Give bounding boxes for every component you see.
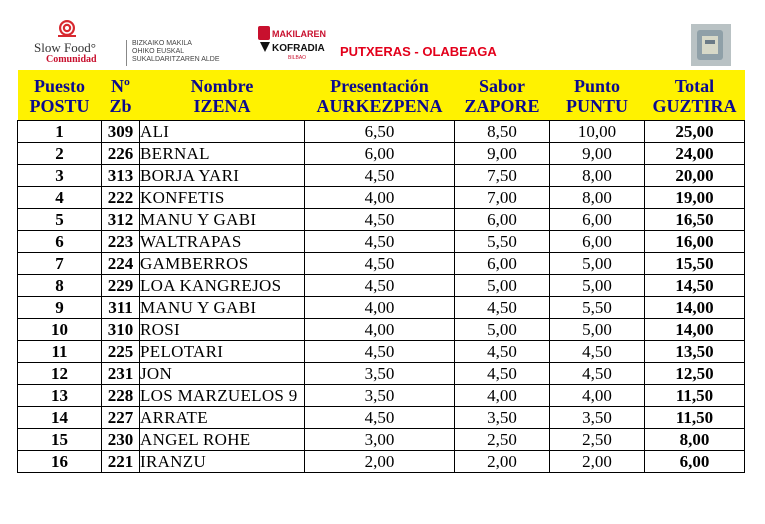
cell-total: 11,50	[645, 407, 745, 429]
cell-name: PELOTARI	[140, 341, 305, 363]
slow-food-subtitle: Comunidad	[46, 54, 97, 65]
results-table	[17, 70, 745, 473]
cell-position: 8	[18, 275, 102, 297]
cell-doneness: 6,00	[550, 209, 645, 231]
cell-position: 2	[18, 143, 102, 165]
cell-number: 312	[102, 209, 140, 231]
cell-doneness: 4,50	[550, 341, 645, 363]
cell-name: BORJA YARI	[140, 165, 305, 187]
snail-icon	[56, 18, 78, 38]
cell-doneness: 5,00	[550, 275, 645, 297]
cell-total: 15,50	[645, 253, 745, 275]
slow-food-logo	[28, 18, 220, 66]
cell-flavor: 8,50	[455, 121, 550, 143]
cell-number: 223	[102, 231, 140, 253]
table-body	[18, 121, 745, 473]
cell-position: 6	[18, 231, 102, 253]
header-numero: Nº Zb	[102, 70, 140, 121]
cell-position: 4	[18, 187, 102, 209]
cell-number: 222	[102, 187, 140, 209]
cell-total: 14,00	[645, 297, 745, 319]
cell-doneness: 4,50	[550, 363, 645, 385]
table-row	[18, 363, 745, 385]
makilaren-kofradia-logo	[258, 26, 332, 62]
cell-doneness: 8,00	[550, 165, 645, 187]
cell-name: LOA KANGREJOS	[140, 275, 305, 297]
cell-flavor: 5,00	[455, 275, 550, 297]
cell-number: 227	[102, 407, 140, 429]
cell-name: MANU Y GABI	[140, 297, 305, 319]
cell-presentation: 6,00	[305, 143, 455, 165]
logo-text-3: BILBAO	[288, 55, 307, 61]
cell-total: 16,00	[645, 231, 745, 253]
table-row	[18, 253, 745, 275]
cell-total: 6,00	[645, 451, 745, 473]
cell-number: 225	[102, 341, 140, 363]
header-punto: Punto PUNTU	[550, 70, 645, 121]
cell-total: 14,00	[645, 319, 745, 341]
cell-total: 16,50	[645, 209, 745, 231]
logo-text-1: MAKILAREN	[272, 29, 326, 39]
cell-flavor: 4,50	[455, 341, 550, 363]
cell-name: GAMBERROS	[140, 253, 305, 275]
cell-flavor: 2,00	[455, 451, 550, 473]
header-puesto: Puesto POSTU	[18, 70, 102, 121]
cell-position: 7	[18, 253, 102, 275]
cell-doneness: 3,50	[550, 407, 645, 429]
cell-name: LOS MARZUELOS 9	[140, 385, 305, 407]
cell-flavor: 4,50	[455, 297, 550, 319]
logo-divider	[126, 40, 127, 66]
cell-position: 9	[18, 297, 102, 319]
table-row	[18, 275, 745, 297]
cell-number: 309	[102, 121, 140, 143]
cell-presentation: 4,50	[305, 165, 455, 187]
cell-doneness: 2,00	[550, 451, 645, 473]
header-nombre: Nombre IZENA	[140, 70, 305, 121]
table-row	[18, 385, 745, 407]
cell-number: 231	[102, 363, 140, 385]
cell-number: 313	[102, 165, 140, 187]
cell-position: 3	[18, 165, 102, 187]
cell-number: 221	[102, 451, 140, 473]
cell-name: MANU Y GABI	[140, 209, 305, 231]
cell-name: BERNAL	[140, 143, 305, 165]
table-header-row	[18, 70, 745, 121]
header-presentacion: Presentación AURKEZPENA	[305, 70, 455, 121]
header-total: Total GUZTIRA	[645, 70, 745, 121]
cell-total: 25,00	[645, 121, 745, 143]
cell-presentation: 4,50	[305, 231, 455, 253]
logo-text-2: KOFRADIA	[272, 43, 325, 54]
cell-presentation: 4,00	[305, 187, 455, 209]
table-row	[18, 319, 745, 341]
cell-name: WALTRAPAS	[140, 231, 305, 253]
cell-flavor: 6,00	[455, 209, 550, 231]
cell-flavor: 5,50	[455, 231, 550, 253]
cell-total: 13,50	[645, 341, 745, 363]
table-row	[18, 429, 745, 451]
cell-position: 15	[18, 429, 102, 451]
org-line-1: BIZKAIKO MAKILA	[132, 40, 192, 47]
table-row	[18, 143, 745, 165]
cell-presentation: 4,50	[305, 209, 455, 231]
cell-name: ROSI	[140, 319, 305, 341]
cell-name: ANGEL ROHE	[140, 429, 305, 451]
cell-presentation: 4,50	[305, 341, 455, 363]
table-row	[18, 165, 745, 187]
table-row	[18, 407, 745, 429]
cell-total: 20,00	[645, 165, 745, 187]
cell-presentation: 2,00	[305, 451, 455, 473]
cell-doneness: 4,00	[550, 385, 645, 407]
cell-position: 14	[18, 407, 102, 429]
cell-presentation: 4,00	[305, 297, 455, 319]
cell-position: 5	[18, 209, 102, 231]
cell-name: ARRATE	[140, 407, 305, 429]
cell-presentation: 4,50	[305, 407, 455, 429]
cell-presentation: 4,50	[305, 275, 455, 297]
cell-presentation: 4,50	[305, 253, 455, 275]
table-row	[18, 297, 745, 319]
cell-presentation: 3,50	[305, 385, 455, 407]
cell-position: 16	[18, 451, 102, 473]
cell-flavor: 6,00	[455, 253, 550, 275]
cell-doneness: 10,00	[550, 121, 645, 143]
cell-position: 12	[18, 363, 102, 385]
cell-flavor: 4,00	[455, 385, 550, 407]
cell-number: 229	[102, 275, 140, 297]
cell-presentation: 3,00	[305, 429, 455, 451]
org-line-3: SUKALDARITZAREN ALDE	[132, 56, 220, 63]
cell-flavor: 7,50	[455, 165, 550, 187]
cell-total: 19,00	[645, 187, 745, 209]
cell-doneness: 2,50	[550, 429, 645, 451]
table-row	[18, 187, 745, 209]
cell-number: 226	[102, 143, 140, 165]
cell-name: ALI	[140, 121, 305, 143]
event-title: PUTXERAS - OLABEAGA	[340, 44, 497, 59]
cell-doneness: 5,00	[550, 319, 645, 341]
table-row	[18, 451, 745, 473]
organization-text	[132, 40, 220, 64]
cell-name: KONFETIS	[140, 187, 305, 209]
cell-flavor: 3,50	[455, 407, 550, 429]
cell-position: 10	[18, 319, 102, 341]
cell-position: 1	[18, 121, 102, 143]
cell-flavor: 9,00	[455, 143, 550, 165]
table-row	[18, 209, 745, 231]
table-row	[18, 341, 745, 363]
cell-total: 24,00	[645, 143, 745, 165]
cell-doneness: 9,00	[550, 143, 645, 165]
cell-name: IRANZU	[140, 451, 305, 473]
cell-presentation: 6,50	[305, 121, 455, 143]
table-row	[18, 231, 745, 253]
cell-number: 311	[102, 297, 140, 319]
slow-food-name: Slow Food°	[34, 40, 96, 55]
cell-number: 224	[102, 253, 140, 275]
cell-flavor: 4,50	[455, 363, 550, 385]
cell-flavor: 2,50	[455, 429, 550, 451]
cell-flavor: 5,00	[455, 319, 550, 341]
cell-flavor: 7,00	[455, 187, 550, 209]
cell-position: 13	[18, 385, 102, 407]
header-sabor: Sabor ZAPORE	[455, 70, 550, 121]
cell-number: 310	[102, 319, 140, 341]
cell-number: 228	[102, 385, 140, 407]
cell-total: 14,50	[645, 275, 745, 297]
page-header	[0, 0, 765, 70]
cell-name: JON	[140, 363, 305, 385]
cell-total: 11,50	[645, 385, 745, 407]
cell-doneness: 5,00	[550, 253, 645, 275]
cell-number: 230	[102, 429, 140, 451]
cell-total: 8,00	[645, 429, 745, 451]
cell-position: 11	[18, 341, 102, 363]
cell-presentation: 3,50	[305, 363, 455, 385]
cell-presentation: 4,00	[305, 319, 455, 341]
dish-photo	[691, 24, 731, 66]
table-row	[18, 121, 745, 143]
cell-doneness: 6,00	[550, 231, 645, 253]
cell-total: 12,50	[645, 363, 745, 385]
cell-doneness: 8,00	[550, 187, 645, 209]
cell-doneness: 5,50	[550, 297, 645, 319]
org-line-2: OHIKO EUSKAL	[132, 48, 185, 55]
